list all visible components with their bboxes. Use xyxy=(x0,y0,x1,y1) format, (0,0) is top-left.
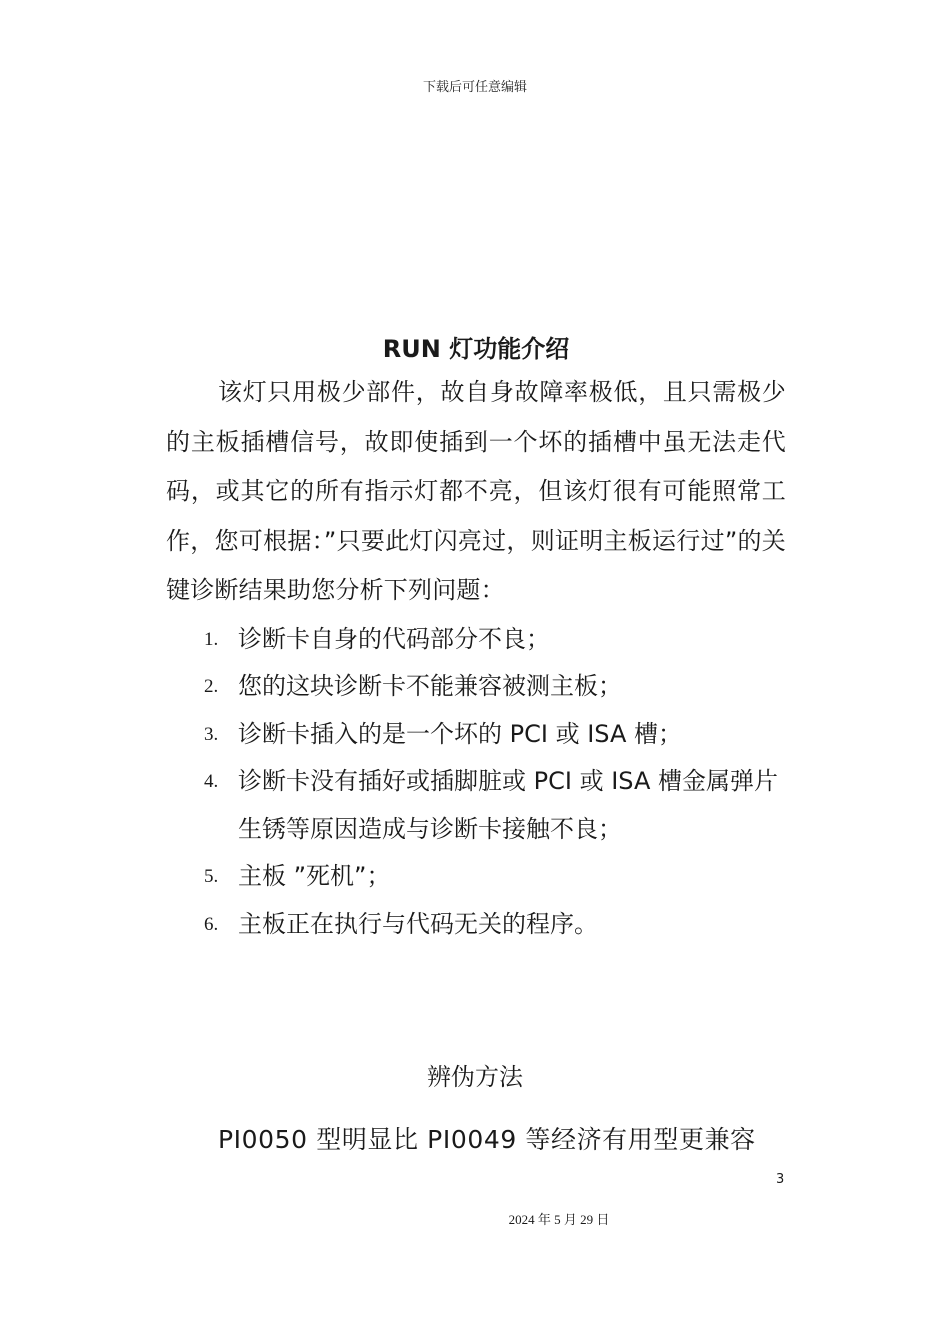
list-item xyxy=(166,663,786,711)
list-item-text: 诊断卡自身的代码部分不良； xyxy=(238,624,550,653)
list-item xyxy=(166,711,786,759)
section-body-line: PI0050 型明显比 PI0049 等经济有用型更兼容 xyxy=(218,1125,756,1154)
list-item-number: 3. xyxy=(204,723,219,745)
list-item-text: 您的这块诊断卡不能兼容被测主板； xyxy=(238,672,622,700)
list-item xyxy=(166,758,786,853)
list-item-text: 主板正在执行与代码无关的程序。 xyxy=(238,909,598,938)
section-title-anti-counterfeit: 辨伪方法 xyxy=(427,1063,523,1091)
list-item xyxy=(166,853,786,901)
list-item-text: 主板 ”死机”； xyxy=(238,862,391,890)
list-item-text: 诊断卡插入的是一个坏的 PCI 或 ISA 槽； xyxy=(238,719,682,748)
main-content xyxy=(166,330,786,948)
list-item-number: 2. xyxy=(204,676,219,697)
list-item-text: 诊断卡没有插好或插脚脏或 PCI 或 ISA 槽金属弹片生锈等原因造成与诊断卡接触不良； xyxy=(238,767,778,843)
section-title-run-light: RUN 灯功能介绍 xyxy=(382,335,570,363)
list-item-number: 1. xyxy=(204,628,219,650)
list-item xyxy=(166,616,786,664)
list-item xyxy=(166,901,786,949)
list-item-number: 5. xyxy=(204,866,219,887)
list-item-number: 6. xyxy=(204,913,219,935)
page-footer-date: 2024 年 5 月 29 日 xyxy=(508,1212,610,1227)
body-paragraph: 该灯只用极少部件，故自身故障率极低，且只需极少的主板插槽信号，故即使插到一个坏的插槽中虽无法走代码，或其它的所有指示灯都不亮，但该灯很有可能照常工作，您可根据：”只要此灯闪亮过，则证明主板运行过”的关键诊断结果助您分析下列问题： xyxy=(166,378,786,604)
problem-list xyxy=(166,616,786,949)
page-header: 下载后可任意编辑 xyxy=(422,80,527,95)
list-item-number: 4. xyxy=(204,771,219,792)
page-number: 3 xyxy=(776,1172,785,1187)
